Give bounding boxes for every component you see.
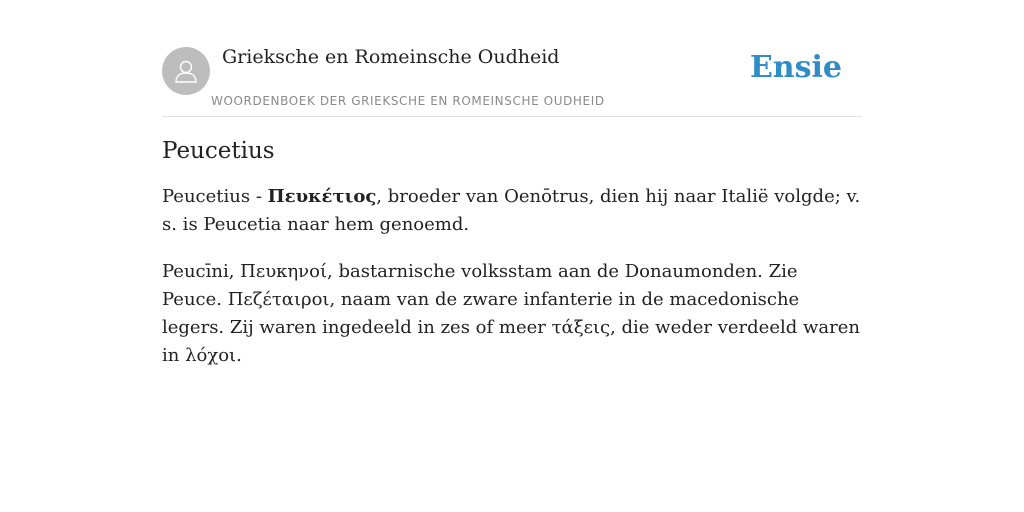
page-title: Peucetius [162, 138, 275, 164]
book-title-link[interactable]: Grieksche en Romeinsche Oudheid [222, 46, 560, 68]
entry-lead: Peucetius - [162, 186, 268, 207]
page-header [162, 40, 862, 117]
brand-logo-link[interactable]: Ensie [749, 50, 842, 85]
entry-greek-term: Πευκέτιος [267, 186, 377, 207]
entry-paragraph-1 [162, 183, 862, 239]
author-avatar[interactable] [162, 47, 210, 95]
book-subtitle: WOORDENBOEK DER GRIEKSCHE EN ROMEINSCHE OUDHEID [211, 94, 605, 108]
entry-definition: , broeder van Oenōtrus, dien hij naar Italië volgde; v. s. is Peucetia naar hem genoemd. [162, 186, 861, 235]
entry-paragraph-2: Peucīni, Πευκηνοί, bastarnische volksstam aan de Donaumonden. Zie Peuce. Πεζέταιροι, naam van de zware infanterie in de macedonische legers. Zij waren ingedeeld in zes of meer τάξεις, die weder verdeeld waren in λόχοι. [162, 261, 860, 366]
entry-content [162, 138, 862, 389]
user-icon [172, 57, 200, 85]
